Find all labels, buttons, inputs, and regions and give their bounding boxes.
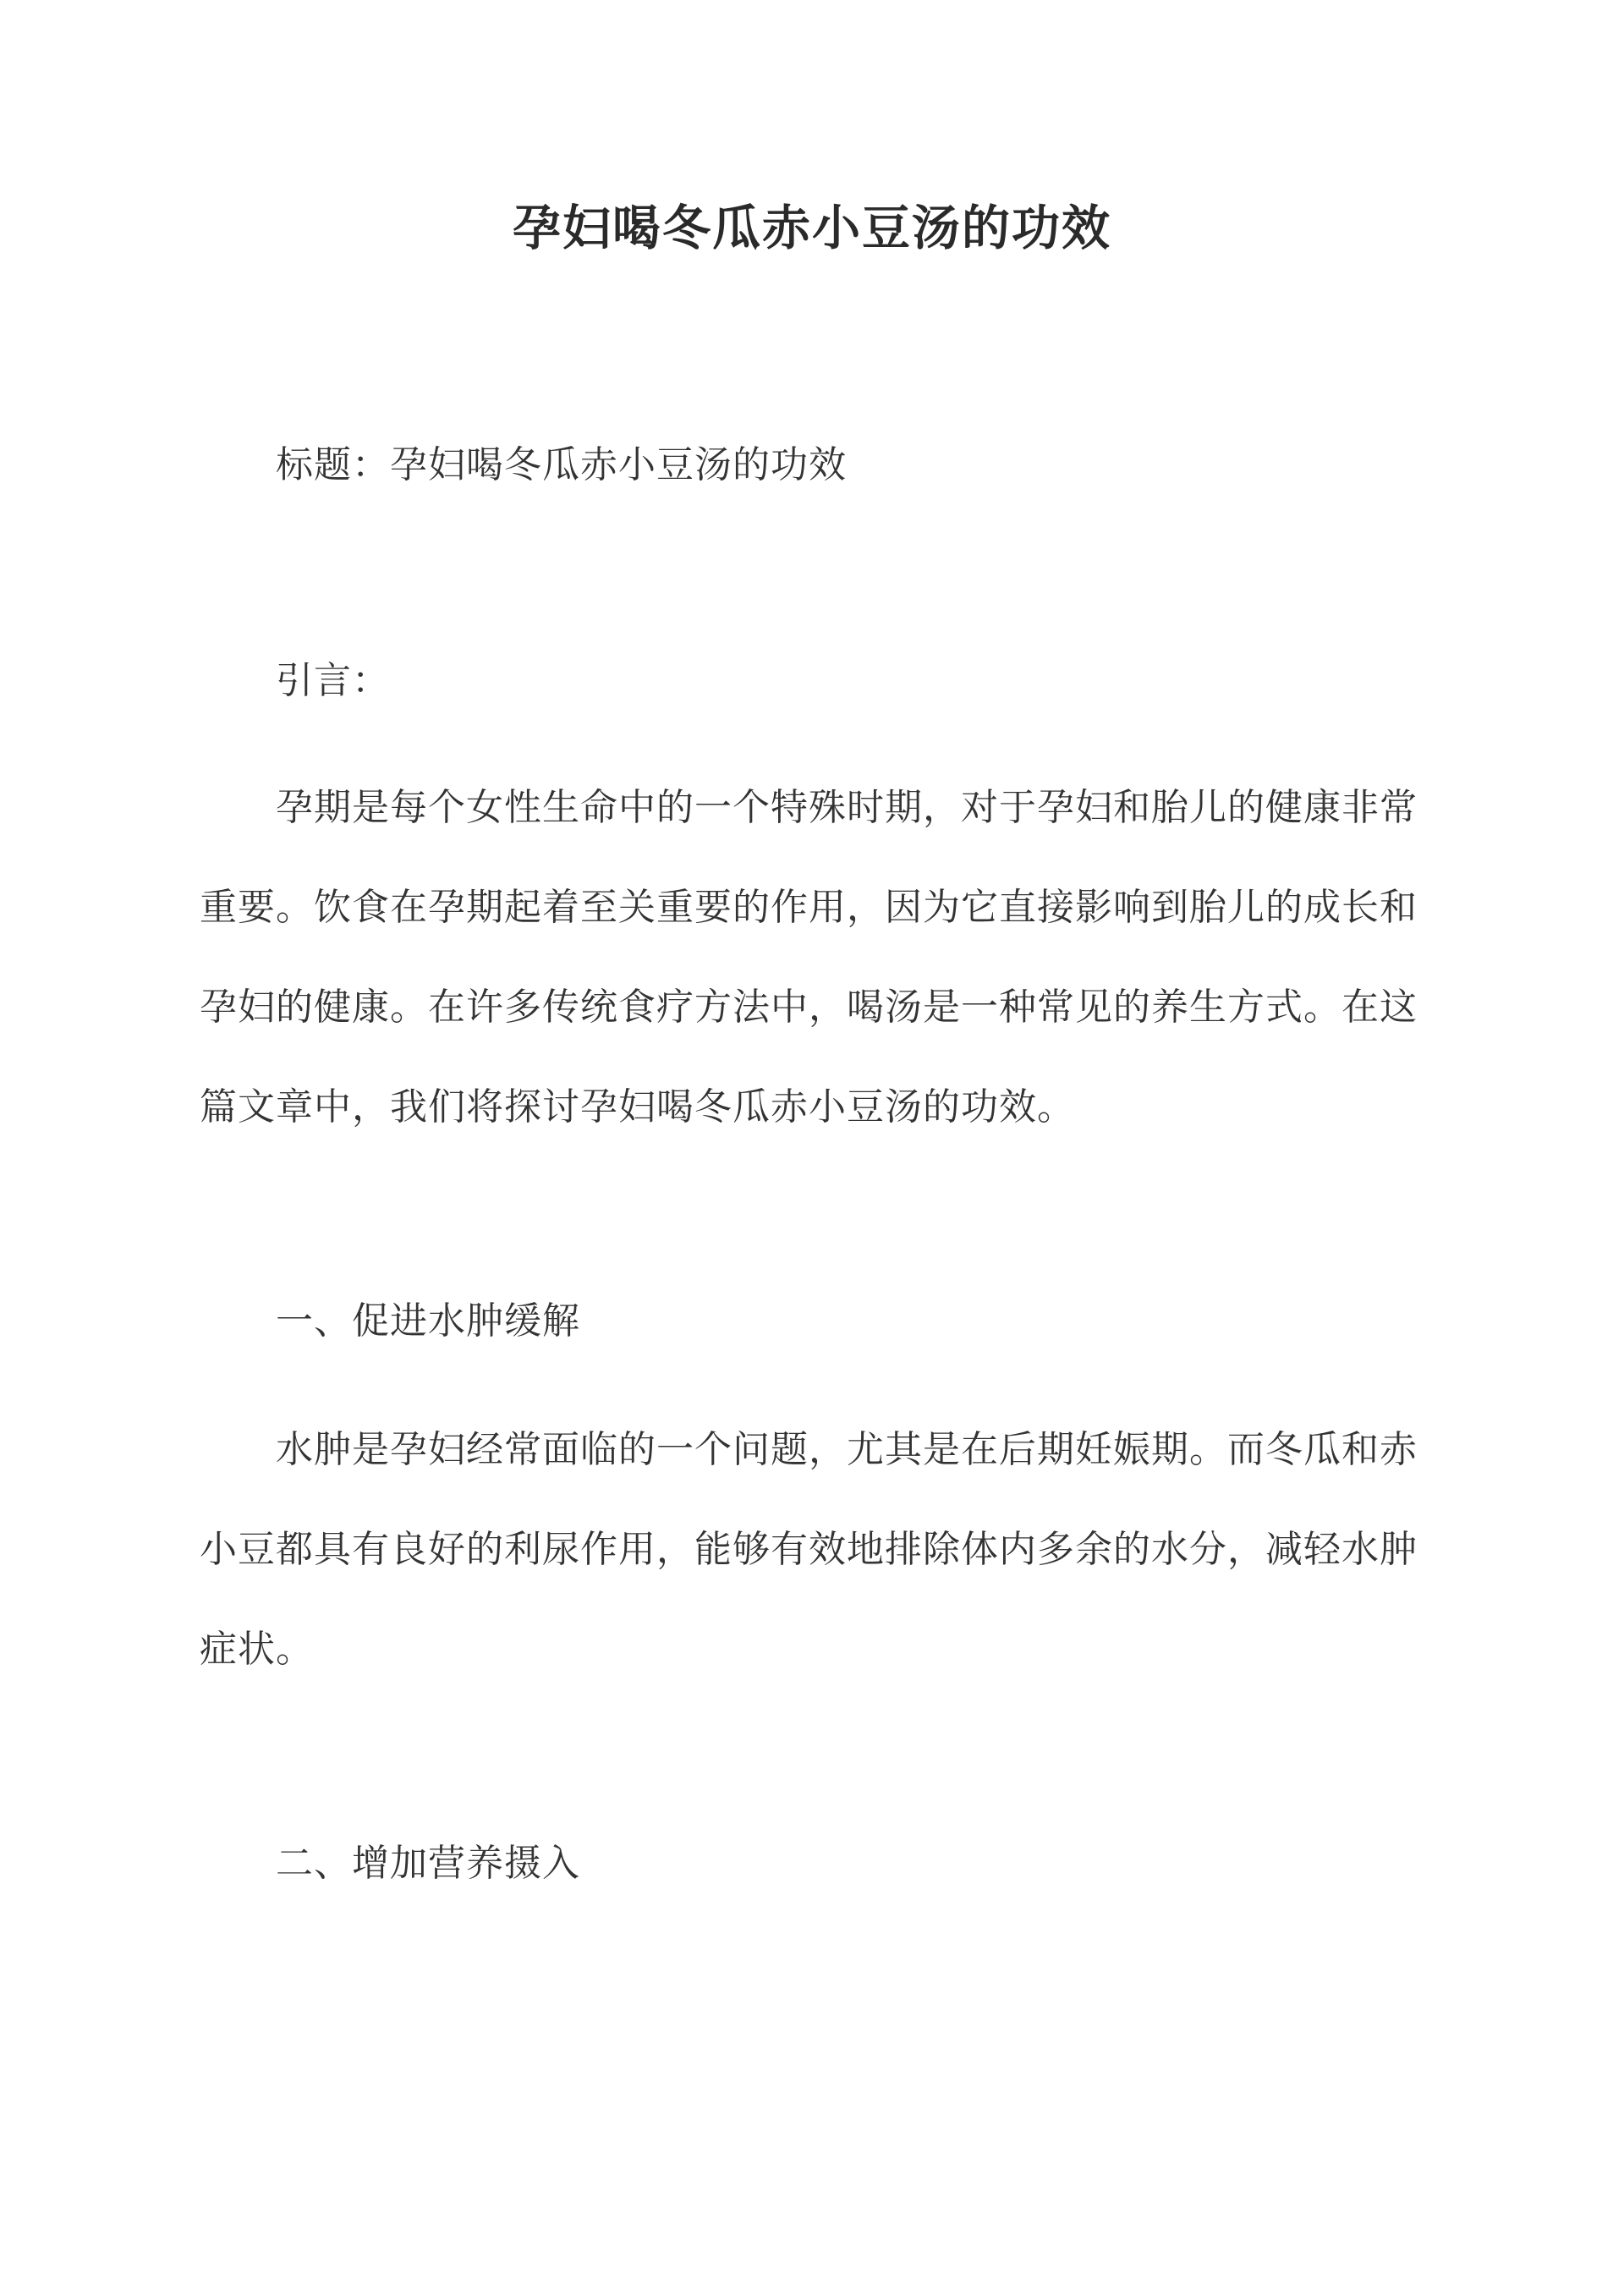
section-paragraph-line: 水肿是孕妇经常面临的一个问题，尤其是在后期妊娠期。而冬瓜和赤 [276, 1428, 1418, 1471]
section-heading: 一、促进水肿缓解 [276, 1299, 580, 1343]
intro-paragraph-line: 篇文章中，我们将探讨孕妇喝冬瓜赤小豆汤的功效。 [200, 1085, 1075, 1129]
section-paragraph-line: 小豆都具有良好的利尿作用，能够有效地排除体内多余的水分，减轻水肿 [200, 1528, 1418, 1571]
intro-heading: 引言： [276, 659, 390, 702]
subtitle-line: 标题：孕妇喝冬瓜赤小豆汤的功效 [276, 443, 847, 486]
section-heading: 二、增加营养摄入 [276, 1842, 580, 1885]
intro-paragraph-line: 重要。饮食在孕期起着至关重要的作用，因为它直接影响到胎儿的成长和 [200, 886, 1418, 929]
intro-paragraph-line: 孕期是每个女性生命中的一个特殊时期，对于孕妇和胎儿的健康非常 [276, 786, 1418, 829]
section-paragraph-line: 症状。 [200, 1628, 314, 1671]
intro-paragraph-line: 孕妇的健康。在许多传统食疗方法中，喝汤是一种常见的养生方式。在这 [200, 986, 1418, 1029]
document-title: 孕妇喝冬瓜赤小豆汤的功效 [513, 200, 1111, 256]
